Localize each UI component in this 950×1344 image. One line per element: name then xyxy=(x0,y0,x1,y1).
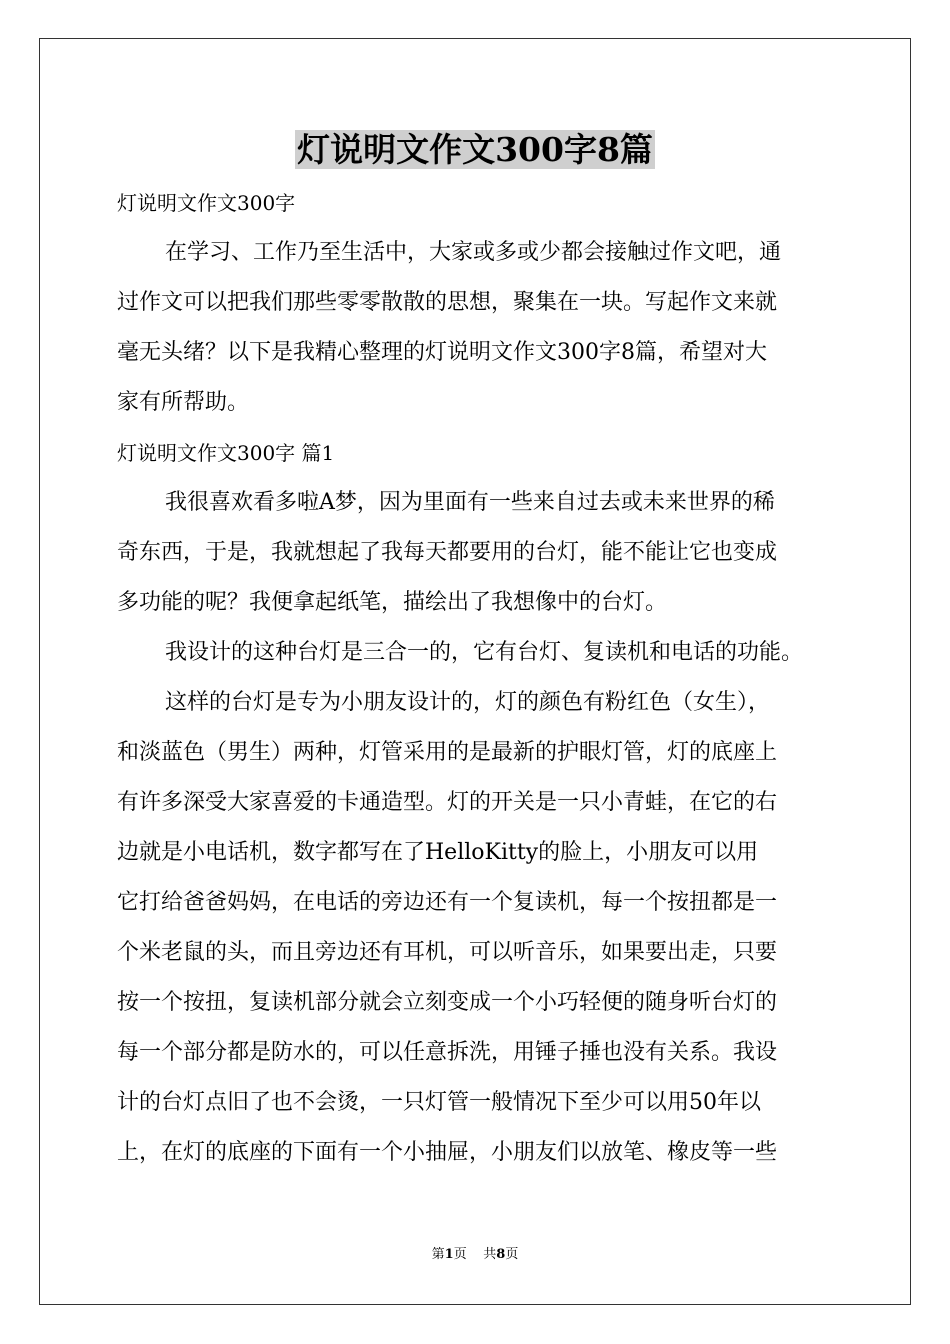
paragraph-line: 过作文可以把我们那些零零散散的思想，聚集在一块。写起作文来就 xyxy=(117,290,778,315)
document-title xyxy=(0,128,950,172)
page-prefix: 第 xyxy=(431,1247,445,1262)
total-prefix: 共 xyxy=(483,1247,497,1262)
paragraph-line: 毫无头绪？以下是我精心整理的灯说明文作文300字8篇，希望对大 xyxy=(117,340,767,365)
document-title-text: 灯说明文作文300字8篇 xyxy=(297,130,653,169)
paragraph-line: 边就是小电话机，数字都写在了HelloKitty的脸上，小朋友可以用 xyxy=(117,840,759,865)
paragraph-line: 个米老鼠的头，而且旁边还有耳机，可以听音乐，如果要出走，只要 xyxy=(117,940,778,965)
section-heading: 灯说明文作文300字 xyxy=(117,191,296,215)
paragraph-line: 按一个按扭，复读机部分就会立刻变成一个小巧轻便的随身听台灯的 xyxy=(117,990,778,1015)
paragraph-line: 上，在灯的底座的下面有一个小抽屉，小朋友们以放笔、橡皮等一些 xyxy=(117,1140,778,1165)
paragraph-line: 在学习、工作乃至生活中，大家或多或少都会接触过作文吧，通 xyxy=(165,240,782,265)
paragraph-line: 奇东西，于是，我就想起了我每天都要用的台灯，能不能让它也变成 xyxy=(117,540,778,565)
paragraph-line: 每一个部分都是防水的，可以任意拆洗，用锤子捶也没有关系。我设 xyxy=(117,1040,778,1065)
document-body xyxy=(117,178,837,1178)
section-heading: 灯说明文作文300字 篇1 xyxy=(117,441,335,465)
paragraph-line: 和淡蓝色（男生）两种，灯管采用的是最新的护眼灯管，灯的底座上 xyxy=(117,740,778,765)
paragraph-line: 有许多深受大家喜爱的卡通造型。灯的开关是一只小青蛙，在它的右 xyxy=(117,790,778,815)
paragraph-line: 计的台灯点旧了也不会烫，一只灯管一般情况下至少可以用50年以 xyxy=(117,1090,761,1115)
page-total: 8 xyxy=(496,1247,506,1262)
paragraph-line: 多功能的呢？我便拿起纸笔，描绘出了我想像中的台灯。 xyxy=(117,590,668,615)
paragraph-line: 家有所帮助。 xyxy=(117,390,250,415)
total-unit: 页 xyxy=(505,1247,519,1262)
paragraph-line: 这样的台灯是专为小朋友设计的，灯的颜色有粉红色（女生）， xyxy=(165,690,771,715)
paragraph-line: 我设计的这种台灯是三合一的，它有台灯、复读机和电话的功能。 xyxy=(165,640,804,665)
paragraph-line: 它打给爸爸妈妈，在电话的旁边还有一个复读机，每一个按扭都是一 xyxy=(117,890,778,915)
page-current: 1 xyxy=(444,1247,454,1262)
paragraph-line: 我很喜欢看多啦A梦，因为里面有一些来自过去或未来世界的稀 xyxy=(165,490,775,515)
page-unit: 页 xyxy=(453,1247,467,1262)
page-footer xyxy=(0,1246,950,1264)
